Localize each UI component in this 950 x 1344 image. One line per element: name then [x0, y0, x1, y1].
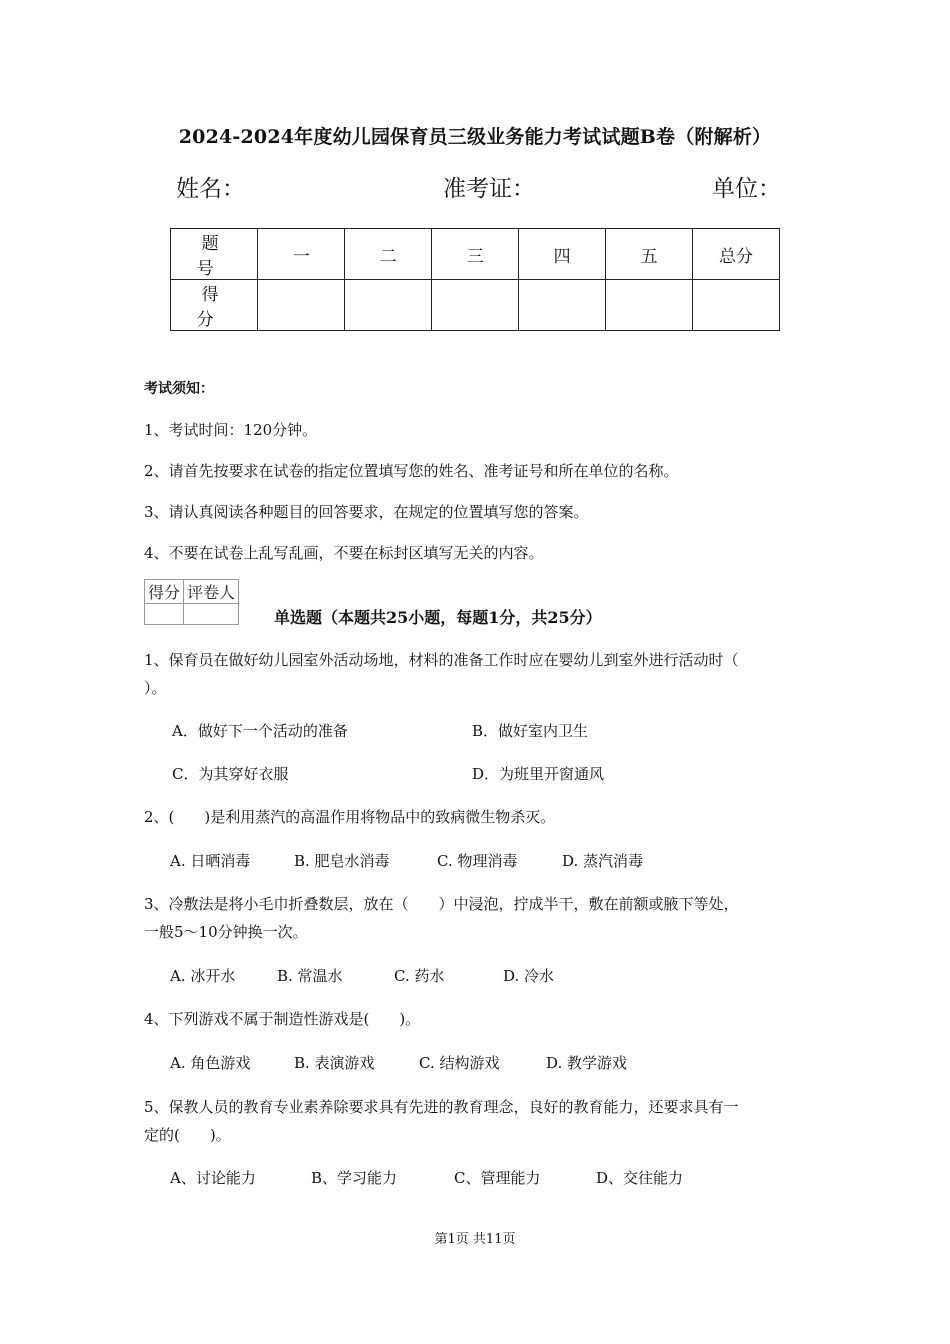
- option-b: B. 肥皂水消毒: [294, 852, 390, 870]
- option-b: B. 常温水: [277, 967, 343, 985]
- option-b: B. 表演游戏: [294, 1054, 375, 1072]
- grader-name-label: 评卷人: [184, 580, 239, 604]
- grader-box: [144, 579, 239, 625]
- name-field-label: 姓名：: [176, 176, 245, 202]
- option-a: A. 日晒消毒: [170, 852, 251, 870]
- notice-item: 4、不要在试卷上乱写乱画，不要在标封区填写无关的内容。: [144, 544, 544, 562]
- question-stem-continued: 一般5～10分钟换一次。: [144, 923, 308, 941]
- notice-heading: 考试须知：: [144, 381, 214, 397]
- score-table-column: 四: [519, 229, 606, 280]
- grader-score-cell[interactable]: [145, 604, 184, 625]
- score-table-column: 一: [258, 229, 345, 280]
- option-d: D. 教学游戏: [546, 1054, 628, 1072]
- question-stem: 3、冷敷法是将小毛巾折叠数层，放在（ ）中浸泡，拧成半干，敷在前额或腋下等处，: [144, 895, 739, 913]
- option-a: A、讨论能力: [170, 1169, 256, 1187]
- page-footer: 第1页 共11页: [434, 1232, 516, 1247]
- question-stem: 4、下列游戏不属于制造性游戏是( )。: [144, 1010, 421, 1028]
- option-d: D、交往能力: [596, 1169, 684, 1187]
- option-d: D. 冷水: [503, 967, 555, 985]
- score-table-score-row: [171, 280, 780, 331]
- score-cell[interactable]: [693, 280, 780, 331]
- option-c: C. 物理消毒: [437, 852, 518, 870]
- grader-score-label: 得分: [145, 580, 184, 604]
- question-stem: 5、保教人员的教育专业素养除要求具有先进的教育理念，良好的教育能力，还要求具有一: [144, 1098, 739, 1116]
- section-heading: 单选题（本题共25小题，每题1分，共25分）: [274, 608, 602, 627]
- option-a: A．做好下一个活动的准备: [172, 722, 348, 740]
- exam-id-field-label: 准考证：: [443, 176, 535, 202]
- score-cell[interactable]: [519, 280, 606, 331]
- option-a: A. 角色游戏: [170, 1054, 251, 1072]
- option-c: C、管理能力: [454, 1169, 541, 1187]
- option-d: D．为班里开窗通风: [472, 765, 605, 783]
- option-c: C. 结构游戏: [419, 1054, 500, 1072]
- notice-item: 2、请首先按要求在试卷的指定位置填写您的姓名、准考证号和所在单位的名称。: [144, 462, 679, 480]
- score-table-column: 总分: [693, 229, 780, 280]
- score-cell[interactable]: [345, 280, 432, 331]
- unit-field-label: 单位：: [712, 176, 781, 202]
- score-table-column: 五: [606, 229, 693, 280]
- notice-item: 3、请认真阅读各种题目的回答要求，在规定的位置填写您的答案。: [144, 503, 589, 521]
- score-cell[interactable]: [432, 280, 519, 331]
- score-table-column: 二: [345, 229, 432, 280]
- score-table-header-label: 题 号: [171, 229, 258, 280]
- question-stem-continued: ）。: [144, 679, 167, 697]
- grader-name-cell[interactable]: [184, 604, 239, 625]
- option-c: C. 药水: [394, 967, 445, 985]
- option-d: D. 蒸汽消毒: [562, 852, 644, 870]
- option-c: C．为其穿好衣服: [172, 765, 289, 783]
- question-stem: 1、保育员在做好幼儿园室外活动场地，材料的准备工作时应在婴幼儿到室外进行活动时（: [144, 651, 739, 669]
- option-b: B．做好室内卫生: [472, 722, 589, 740]
- notice-item: 1、考试时间：120分钟。: [144, 421, 318, 439]
- score-table-header-row: [171, 229, 780, 280]
- score-cell[interactable]: [258, 280, 345, 331]
- score-table: [170, 228, 780, 331]
- score-table-row-label: 得 分: [171, 280, 258, 331]
- score-table-column: 三: [432, 229, 519, 280]
- option-a: A. 冰开水: [170, 967, 236, 985]
- option-b: B、学习能力: [311, 1169, 398, 1187]
- page-title: 2024-2024年度幼儿园保育员三级业务能力考试试题B卷（附解析）: [178, 126, 772, 148]
- question-stem: 2、( )是利用蒸汽的高温作用将物品中的致病微生物杀灭。: [144, 808, 556, 826]
- question-stem-continued: 定的( )。: [144, 1126, 231, 1144]
- score-cell[interactable]: [606, 280, 693, 331]
